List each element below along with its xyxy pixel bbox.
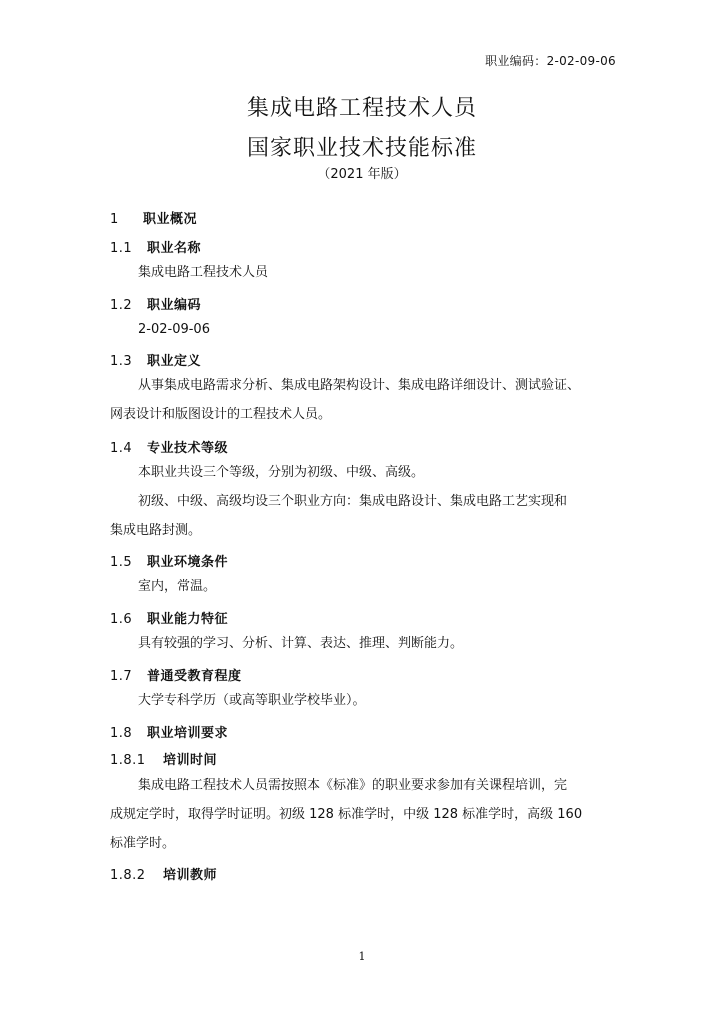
section-number: 1 [110, 212, 119, 227]
paragraph-line: 标准学时。 [110, 836, 176, 851]
paragraph: 2-02-09-06 [138, 322, 210, 337]
paragraph-line: 初级、中级、高级均设三个职业方向：集成电路设计、集成电路工艺实现和 [138, 494, 568, 509]
section-heading-1-8 [110, 722, 228, 741]
section-number: 1.8 [110, 726, 133, 741]
section-title: 职业环境条件 [147, 555, 229, 570]
section-title: 职业定义 [147, 354, 202, 369]
section-number: 1.8.2 [110, 868, 146, 883]
paragraph-line: 网表设计和版图设计的工程技术人员。 [110, 407, 332, 422]
section-number: 1.1 [110, 241, 133, 256]
edition-label: （2021 年版） [317, 167, 407, 182]
paragraph: 大学专科学历（或高等职业学校毕业）。 [138, 693, 366, 708]
paragraph: 室内，常温。 [138, 579, 217, 594]
section-number: 1.8.1 [110, 753, 146, 768]
section-title: 职业培训要求 [147, 726, 229, 741]
section-number: 1.2 [110, 298, 133, 313]
paragraph-line: 集成电路封测。 [110, 523, 202, 538]
section-number: 1.5 [110, 555, 133, 570]
section-title: 职业名称 [147, 241, 202, 256]
section-heading-1-8-2 [110, 864, 217, 883]
section-heading-1-5 [110, 551, 228, 570]
section-number: 1.3 [110, 354, 133, 369]
occupation-code: 职业编码：2-02-09-06 [485, 54, 616, 68]
paragraph-line: 集成电路工程技术人员需按照本《标准》的职业要求参加有关课程培训，完 [138, 778, 568, 793]
section-heading-1-4 [110, 437, 228, 456]
paragraph-line: 从事集成电路需求分析、集成电路架构设计、集成电路详细设计、测试验证、 [138, 378, 581, 393]
section-title: 普通受教育程度 [147, 669, 242, 684]
section-heading-1-7 [110, 665, 242, 684]
section-title: 培训时间 [163, 753, 218, 768]
section-heading-1-2 [110, 294, 201, 313]
section-title: 职业能力特征 [147, 612, 229, 627]
page-number: 1 [358, 950, 366, 963]
section-title: 专业技术等级 [147, 441, 229, 456]
section-title: 职业概况 [143, 212, 198, 227]
section-title: 培训教师 [163, 868, 218, 883]
paragraph: 本职业共设三个等级，分别为初级、中级、高级。 [138, 465, 425, 480]
document-title-line1: 集成电路工程技术人员 [246, 96, 477, 121]
section-heading-1-8-1 [110, 749, 217, 768]
section-title: 职业编码 [147, 298, 202, 313]
section-number: 1.7 [110, 669, 133, 684]
section-heading-1-1 [110, 237, 201, 256]
paragraph: 集成电路工程技术人员 [138, 265, 269, 280]
paragraph: 具有较强的学习、分析、计算、表达、推理、判断能力。 [138, 636, 464, 651]
section-number: 1.4 [110, 441, 133, 456]
section-heading-1-6 [110, 608, 228, 627]
section-number: 1.6 [110, 612, 133, 627]
paragraph-line: 成规定学时，取得学时证明。初级 128 标准学时，中级 128 标准学时，高级 160 [110, 807, 583, 822]
section-heading-1-3 [110, 350, 201, 369]
section-heading-1 [110, 208, 197, 227]
document-title-line2: 国家职业技术技能标准 [246, 136, 477, 161]
